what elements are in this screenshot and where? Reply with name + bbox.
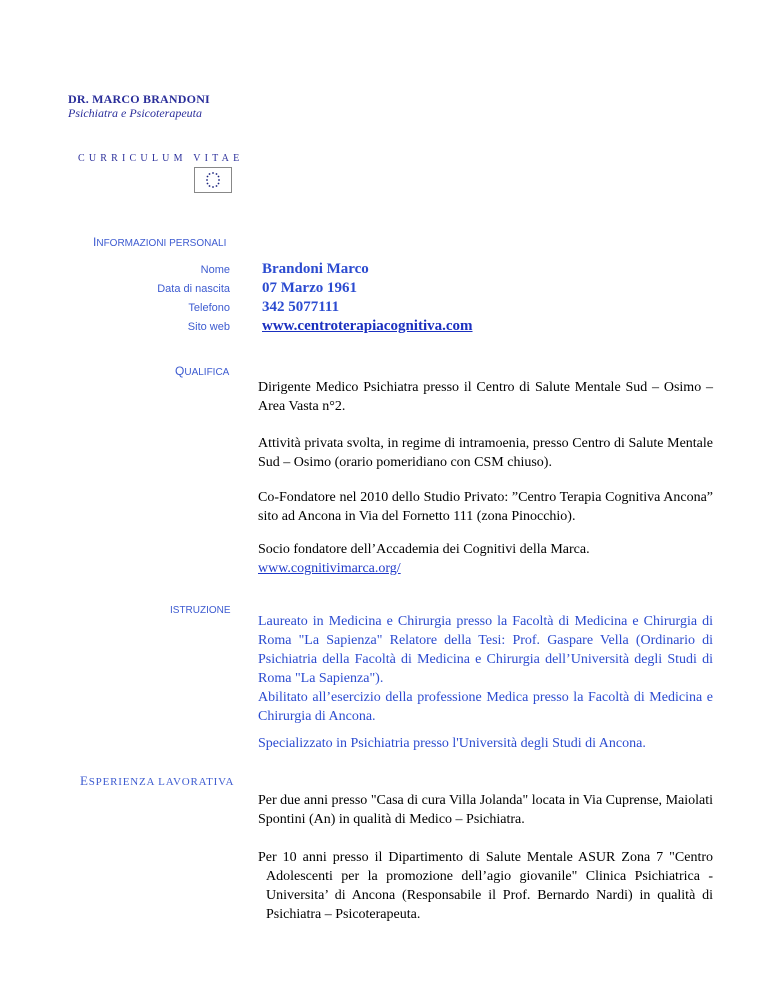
value-birthdate: 07 Marzo 1961 bbox=[262, 280, 357, 296]
label-name: Nome bbox=[200, 264, 230, 276]
esperienza-paragraph: Per 10 anni presso il Dipartimento di Salute Mentale ASUR Zona 7 "Centro Adolescenti per la promozione dell’agio giovanile" Clinica Psichiatrica - Universita’ di Ancona (Responsabile il Prof. Bernardo Nardi) in qualità di Psichiatra – Psicoterapeuta. bbox=[258, 850, 713, 922]
label-phone: Telefono bbox=[188, 302, 230, 314]
istruzione-paragraph: Specializzato in Psichiatria presso l'Università degli Studi di Ancona. bbox=[258, 736, 646, 751]
istruzione-paragraph: Abilitato all’esercizio della professione Medica presso la Facoltà di Medicina e Chirurgia di Ancona. bbox=[258, 690, 713, 724]
qualifica-paragraph: Socio fondatore dell’Accademia dei Cognitivi della Marca. bbox=[258, 542, 590, 557]
value-name: Brandoni Marco bbox=[262, 261, 369, 277]
qualifica-paragraph: Attività privata svolta, in regime di intramoenia, presso Centro di Salute Mentale Sud – Osimo (orario pomeridiano con CSM chiuso). bbox=[258, 436, 713, 470]
cv-label: CURRICULUM VITAE bbox=[78, 153, 244, 164]
qualifica-paragraph: Dirigente Medico Psichiatra presso il Centro di Salute Mentale Sud – Osimo – Area Vasta n°2. bbox=[258, 380, 713, 414]
qualifica-paragraph: Co-Fondatore nel 2010 dello Studio Privato: ”Centro Terapia Cognitiva Ancona” sito ad Ancona in Via del Fornetto 111 (zona Pinocchio). bbox=[258, 490, 713, 524]
doctor-title: Psichiatra e Psicoterapeuta bbox=[68, 106, 202, 120]
esperienza-paragraph: Per due anni presso "Casa di cura Villa Jolanda" locata in Via Cuprense, Maiolati Spontini (An) in qualità di Medico – Psichiatra. bbox=[258, 793, 713, 827]
section-personal-info: INFORMAZIONI PERSONALI bbox=[93, 235, 227, 249]
section-qualifica: QUALIFICA bbox=[175, 364, 230, 378]
section-esperienza: ESPERIENZA LAVORATIVA bbox=[80, 773, 235, 788]
label-website: Sito web bbox=[187, 321, 230, 333]
istruzione-paragraph: Laureato in Medicina e Chirurgia presso la Facoltà di Medicina e Chirurgia di Roma "La Sapienza" Relatore della Tesi: Prof. Gaspare Vella (Ordinario di Psichiatria della Facoltà di Medicina e Chirurgia dell’Università degli Studi di Roma "La Sapienza"). bbox=[258, 614, 713, 686]
eu-flag-icon bbox=[194, 167, 232, 193]
value-phone: 342 5077111 bbox=[262, 299, 340, 315]
website-link[interactable]: www.centroterapiacognitiva.com bbox=[262, 318, 473, 334]
cognitivi-marca-link[interactable]: www.cognitivimarca.org/ bbox=[258, 561, 401, 576]
section-istruzione: ISTRUZIONE bbox=[170, 605, 231, 616]
doctor-name: DR. MARCO BRANDONI bbox=[68, 92, 210, 106]
label-birthdate: Data di nascita bbox=[157, 283, 230, 295]
